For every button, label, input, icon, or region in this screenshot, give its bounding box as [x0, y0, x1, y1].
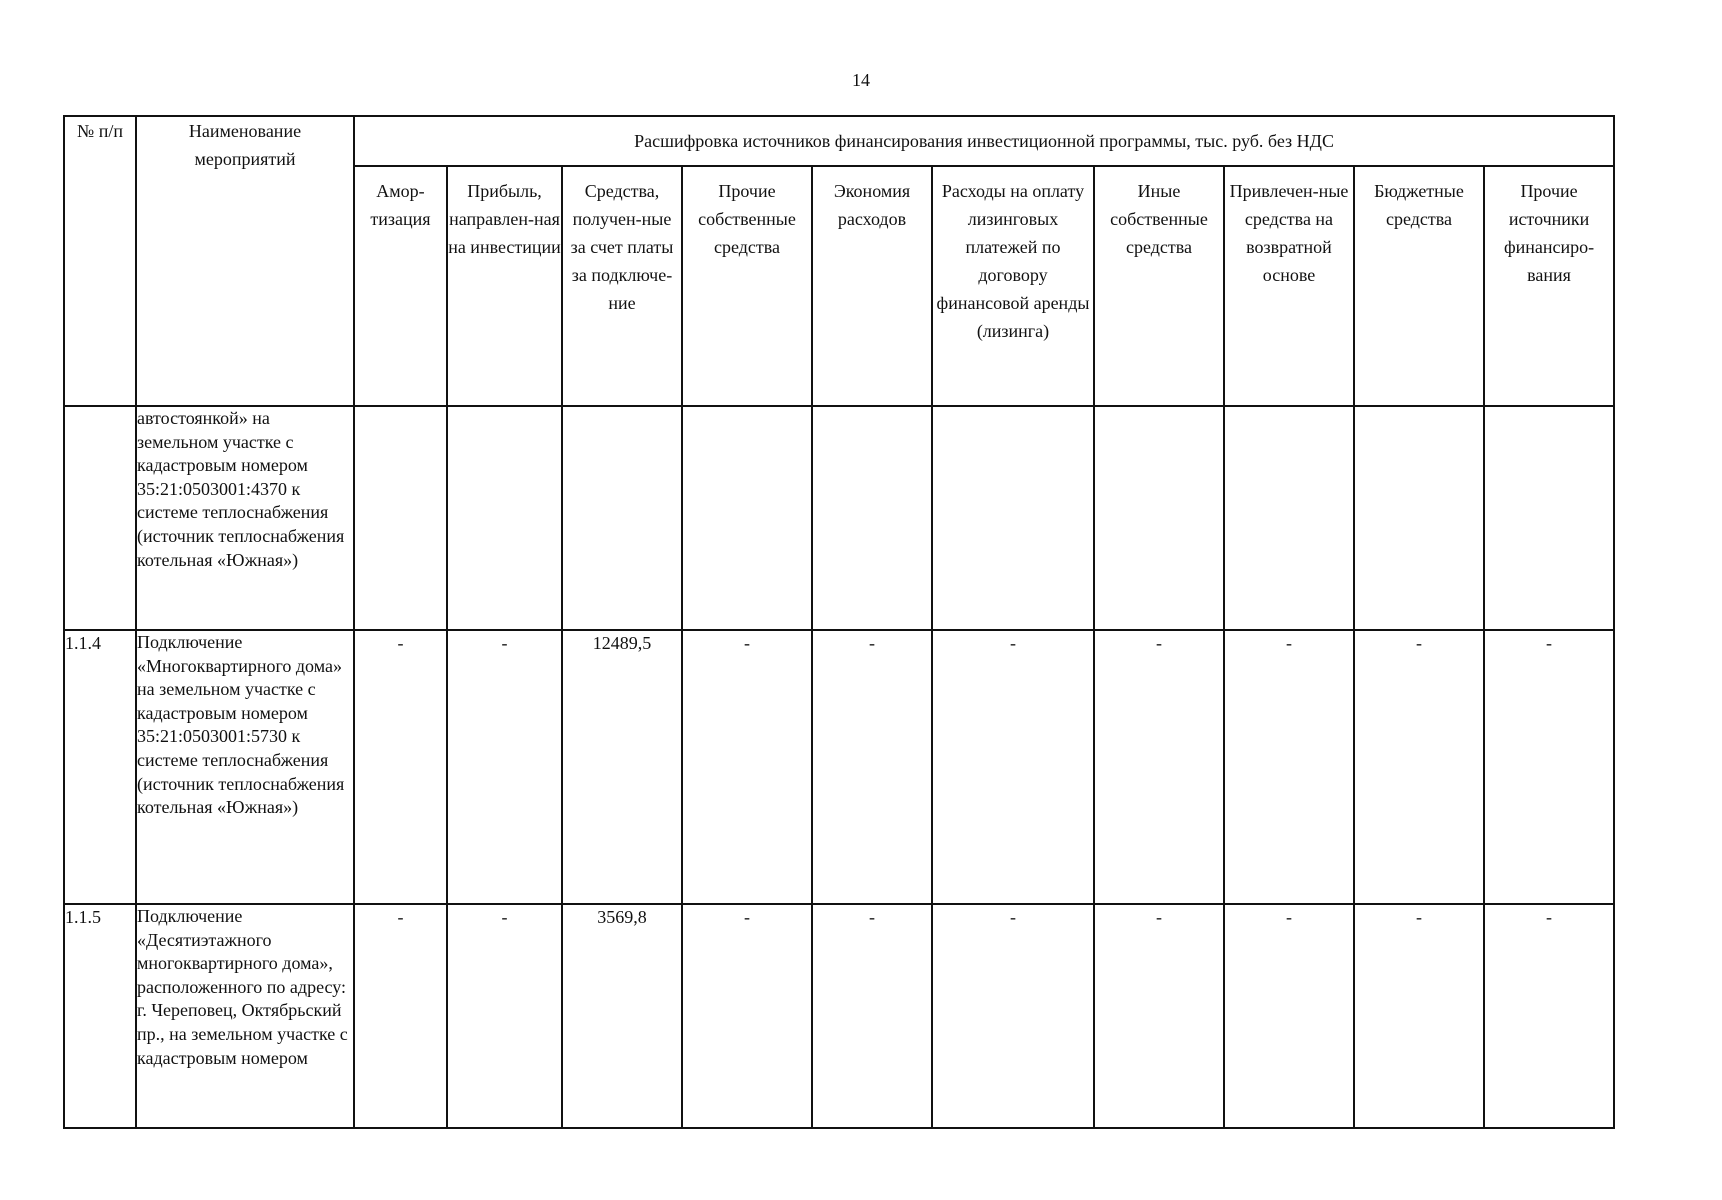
cell-value: - — [932, 630, 1094, 904]
cell-value: - — [1224, 904, 1354, 1128]
header-num: № п/п — [64, 116, 136, 406]
table-row — [64, 904, 1614, 1128]
header-col-misc-own: Иные собственные средства — [1094, 166, 1224, 406]
cell-value: 3569,8 — [562, 904, 682, 1128]
page-number: 14 — [852, 70, 870, 90]
cell-value: - — [812, 904, 932, 1128]
header-name: Наименование мероприятий — [136, 116, 354, 406]
header-col-profit: Прибыль, направлен-ная на инвестиции — [447, 166, 562, 406]
cell-value: - — [812, 630, 932, 904]
cell-value: - — [447, 904, 562, 1128]
row-number — [64, 406, 136, 630]
cell-value — [812, 406, 932, 630]
header-financing-breakdown: Расшифровка источников финансирования инвестиционной программы, тыс. руб. без НДС — [354, 116, 1614, 166]
cell-value: - — [1354, 904, 1484, 1128]
cell-value: - — [1484, 904, 1614, 1128]
header-col-connection-fee: Средства, получен-ные за счет платы за подключе-ние — [562, 166, 682, 406]
cell-value — [682, 406, 812, 630]
cell-value: - — [447, 630, 562, 904]
cell-value — [1354, 406, 1484, 630]
cell-value: - — [1094, 630, 1224, 904]
row-number: 1.1.5 — [64, 904, 136, 1128]
table-row — [64, 406, 1614, 630]
row-number: 1.1.4 — [64, 630, 136, 904]
cell-value: - — [1224, 630, 1354, 904]
header-col-budget: Бюджетные средства — [1354, 166, 1484, 406]
table-row — [64, 630, 1614, 904]
row-name: автостоянкой» на земельном участке с кадастровым номером 35:21:0503001:4370 к системе теплоснабжения (источник теплоснабжения котельная «Южная») — [136, 406, 354, 630]
cell-value: - — [354, 630, 447, 904]
row-name: Подключение «Многоквартирного дома» на земельном участке с кадастровым номером 35:21:0503001:5730 к системе теплоснабжения (источник теплоснабжения котельная «Южная») — [136, 630, 354, 904]
cell-value — [447, 406, 562, 630]
cell-value: - — [1094, 904, 1224, 1128]
cell-value: 12489,5 — [562, 630, 682, 904]
financing-sources-table — [63, 115, 1615, 1129]
header-col-other-sources: Прочие источники финансиро-вания — [1484, 166, 1614, 406]
cell-value: - — [354, 904, 447, 1128]
cell-value — [1484, 406, 1614, 630]
cell-value: - — [682, 904, 812, 1128]
header-col-borrowed: Привлечен-ные средства на возвратной основе — [1224, 166, 1354, 406]
cell-value — [1094, 406, 1224, 630]
cell-value: - — [932, 904, 1094, 1128]
header-col-savings: Экономия расходов — [812, 166, 932, 406]
cell-value: - — [682, 630, 812, 904]
header-col-amortization: Амор-тизация — [354, 166, 447, 406]
row-name: Подключение «Десятиэтажного многоквартирного дома», расположенного по адресу: г. Череповец, Октябрьский пр., на земельном участке с кадастровым номером — [136, 904, 354, 1128]
header-col-other-own: Прочие собственные средства — [682, 166, 812, 406]
cell-value — [562, 406, 682, 630]
cell-value — [354, 406, 447, 630]
cell-value — [1224, 406, 1354, 630]
cell-value: - — [1484, 630, 1614, 904]
cell-value: - — [1354, 630, 1484, 904]
header-col-leasing: Расходы на оплату лизинговых платежей по договору финансовой аренды (лизинга) — [932, 166, 1094, 406]
cell-value — [932, 406, 1094, 630]
